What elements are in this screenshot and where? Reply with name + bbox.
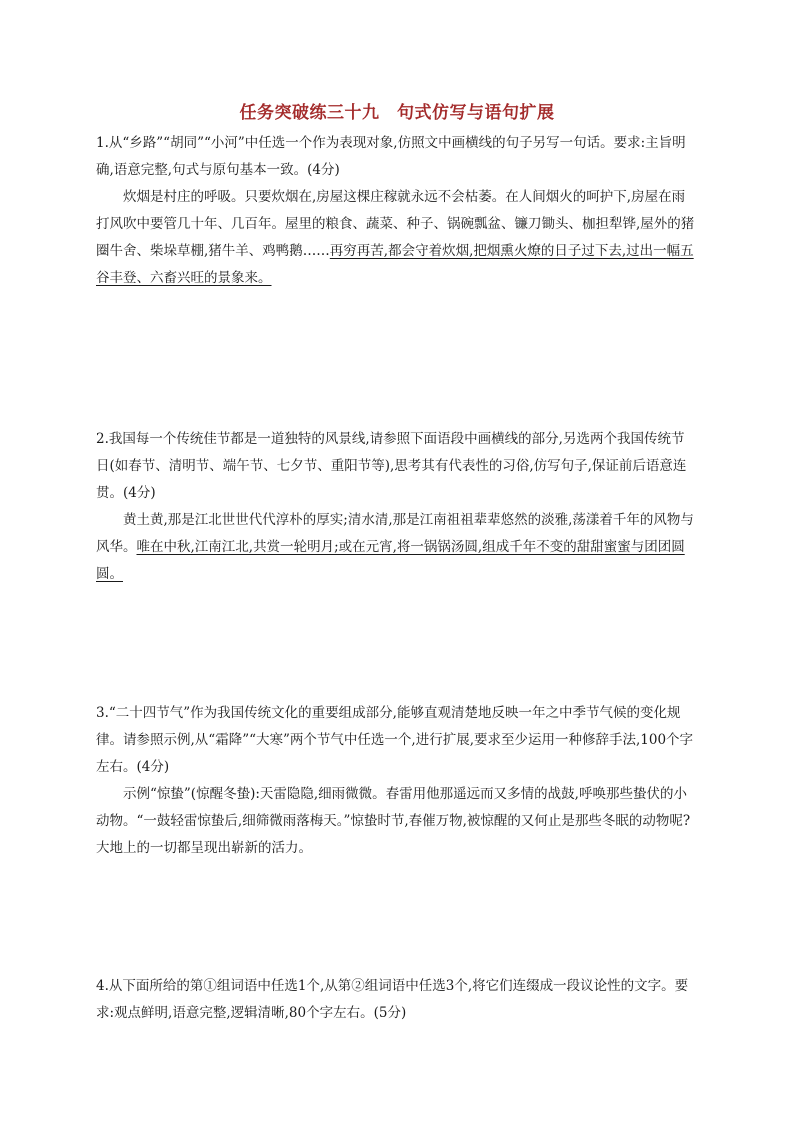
question-1-passage (96, 184, 696, 292)
page-title: 任务突破练三十九 句式仿写与语句扩展 (239, 103, 555, 123)
question-1 (96, 130, 696, 292)
question-2-passage (96, 507, 696, 588)
question-3-example: 示例“惊蛰”(惊醒冬蛰):天雷隐隐,细雨微微。春雷用他那遥远而又多情的战鼓,呼唤那些蛰伏的小动物。“一鼓轻雷惊蛰后,细筛微雨落梅天。”惊蛰时节,春催万物,被惊醒的又何止是那些冬眠的动物呢?大地上的一切都呈现出崭新的活力。 (96, 786, 691, 856)
question-2-prompt: 2.我国每一个传统佳节都是一道独特的风景线,请参照下面语段中画横线的部分,另选两个我国传统节日(如春节、清明节、端午节、七夕节、重阳节等),思考其有代表性的习俗,仿写句子,保证前后语意连贯。(4分) (96, 431, 687, 501)
underlined-sentence: 唯在中秋,江南江北,共赏一轮明月;或在元宵,将一锅锅汤圆,组成千年不变的甜甜蜜蜜与团团圆圆。 (96, 539, 685, 582)
question-2 (96, 426, 696, 588)
passage-plain-text: 炊烟是村庄的呼吸。只要炊烟在,房屋这棵庄稼就永远不会枯萎。在人间烟火的呵护下,房屋在雨打风吹中要管几十年、几百年。屋里的粮食、蔬菜、种子、锅碗瓢盆、镰刀锄头、枷担犁铧,屋外的猪圈牛舍、柴垛草棚,猪牛羊、鸡鸭鹅…… (96, 189, 695, 259)
question-3 (96, 700, 696, 862)
question-4-prompt: 4.从下面所给的第①组词语中任选1个,从第②组词语中任选3个,将它们连缀成一段议论性的文字。要求:观点鲜明,语意完整,逻辑清晰,80个字左右。(5分) (96, 978, 689, 1021)
question-1-prompt: 1.从“乡路”“胡同”“小河”中任选一个作为表现对象,仿照文中画横线的句子另写一句话。要求:主旨明确,语意完整,句式与原句基本一致。(4分) (96, 135, 686, 178)
passage-plain-text: 黄土黄,那是江北世世代代淳朴的厚实;清水清,那是江南祖祖辈辈悠然的淡雅,荡漾着千年的风物与风华。 (96, 512, 694, 555)
question-3-prompt: 3.“二十四节气”作为我国传统文化的重要组成部分,能够直观清楚地反映一年之中季节气候的变化规律。请参照示例,从“霜降”“大寒”两个节气中任选一个,进行扩展,要求至少运用一种修辞手法,100个字左右。(4分) (96, 705, 694, 775)
underlined-sentence: 再穷再苦,都会守着炊烟,把烟熏火燎的日子过下去,过出一幅五谷丰登、六畜兴旺的景象来。 (96, 243, 694, 286)
question-4 (96, 973, 696, 1027)
